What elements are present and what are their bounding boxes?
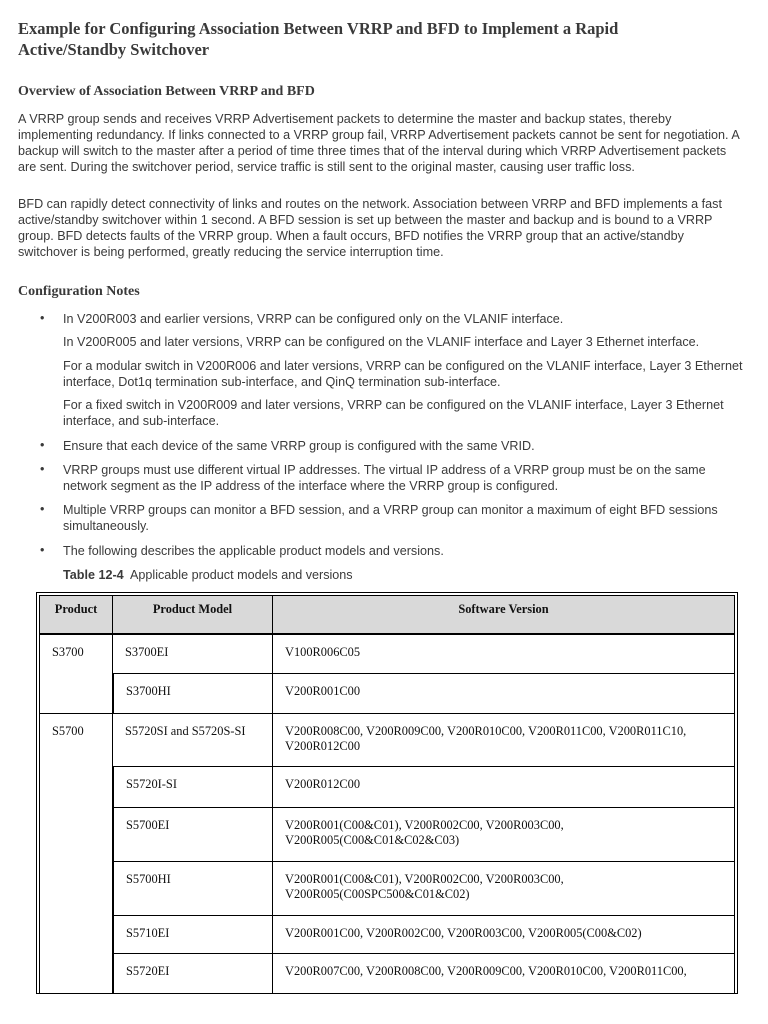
note-bullet-2: Ensure that each device of the same VRRP group is configured with the same VRID. (63, 439, 535, 453)
product-cell: S3700 (39, 635, 113, 714)
model-cell: S3700HI (113, 674, 273, 714)
version-cell: V200R007C00, V200R008C00, V200R009C00, V200R010C00, V200R011C00, (273, 954, 735, 994)
table-caption-label: Table 12-4 (63, 568, 124, 582)
bullet-marker: • (40, 543, 45, 557)
overview-heading: Overview of Association Between VRRP and BFD (18, 84, 315, 99)
table-row (39, 714, 735, 767)
column-header-version: Software Version (273, 595, 735, 635)
overview-paragraph-2: BFD can rapidly detect connectivity of links and routes on the network. Association between VRRP and BFD implements a fast active/standby switchover within 1 second. A BFD session is set up between the master and backup and is bound to a VRRP group. BFD detects faults of the VRRP group. When a fault occurs, BFD notifies the VRRP group that an active/standby switchover is being performed, greatly reducing the service interruption time. (18, 197, 722, 259)
bullet-marker: • (40, 502, 45, 516)
model-cell: S5700HI (113, 862, 273, 916)
note-bullet-1-sub-2: For a modular switch in V200R006 and later versions, VRRP can be configured on the VLANIF interface, Layer 3 Ethernet interface, Dot1q termination sub-interface, and QinQ termination sub-interface. (63, 359, 743, 389)
version-cell: V200R001C00 (273, 674, 735, 714)
table-caption (63, 568, 353, 582)
model-cell: S5710EI (113, 916, 273, 954)
table-row (39, 916, 735, 954)
version-cell: V100R006C05 (273, 635, 735, 674)
bullet-marker: • (40, 311, 45, 325)
note-bullet-4: Multiple VRRP groups can monitor a BFD session, and a VRRP group can monitor a maximum of eight BFD sessions simultaneously. (63, 503, 718, 533)
note-bullet-5: The following describes the applicable product models and versions. (63, 544, 444, 558)
product-cell: S5700 (39, 714, 113, 994)
bullet-marker: • (40, 438, 45, 452)
table-row (39, 808, 735, 862)
model-cell: S5720I-SI (113, 767, 273, 808)
table-row (39, 635, 735, 674)
version-cell: V200R001(C00&C01), V200R002C00, V200R003C00, V200R005(C00&C01&C02&C03) (273, 808, 735, 862)
table-caption-text: Applicable product models and versions (129, 568, 353, 582)
model-cell: S5700EI (113, 808, 273, 862)
version-cell: V200R001C00, V200R002C00, V200R003C00, V200R005(C00&C02) (273, 916, 735, 954)
product-version-table (39, 595, 735, 994)
table-row (39, 674, 735, 714)
version-cell: V200R001(C00&C01), V200R002C00, V200R003C00, V200R005(C00SPC500&C01&C02) (273, 862, 735, 916)
notes-heading: Configuration Notes (18, 284, 140, 299)
column-header-model: Product Model (113, 595, 273, 635)
column-header-product: Product (39, 595, 113, 635)
table-row (39, 767, 735, 808)
note-bullet-1-sub-3: For a fixed switch in V200R009 and later versions, VRRP can be configured on the VLANIF interface, Layer 3 Ethernet interface, and sub-interface. (63, 398, 724, 428)
version-cell: V200R008C00, V200R009C00, V200R010C00, V200R011C00, V200R011C10, V200R012C00 (273, 714, 735, 767)
model-cell: S5720SI and S5720S-SI (113, 714, 273, 767)
product-version-table-frame (36, 592, 738, 994)
note-bullet-1: In V200R003 and earlier versions, VRRP can be configured only on the VLANIF interface. (63, 312, 564, 326)
table-row (39, 862, 735, 916)
overview-paragraph-1: A VRRP group sends and receives VRRP Advertisement packets to determine the master and backup states, thereby implementing redundancy. If links connected to a VRRP group fail, VRRP Advertisement packets cannot be sent for negotiation. A backup will switch to the master after a period of time three times that of the interval during which VRRP Advertisement packets are sent. During the switchover period, service traffic is still sent to the original master, causing user traffic loss. (18, 112, 740, 174)
model-cell: S5720EI (113, 954, 273, 994)
page-title: Example for Configuring Association Between VRRP and BFD to Implement a Rapid Active/Standby Switchover (18, 19, 619, 59)
note-bullet-1-sub-1: In V200R005 and later versions, VRRP can be configured on the VLANIF interface and Layer 3 Ethernet interface. (63, 335, 700, 349)
model-cell: S3700EI (113, 635, 273, 674)
version-cell: V200R012C00 (273, 767, 735, 808)
bullet-marker: • (40, 462, 45, 476)
table-row (39, 954, 735, 994)
note-bullet-3: VRRP groups must use different virtual IP addresses. The virtual IP address of a VRRP group must be on the same network segment as the IP address of the interface where the VRRP group is configured. (63, 463, 706, 493)
